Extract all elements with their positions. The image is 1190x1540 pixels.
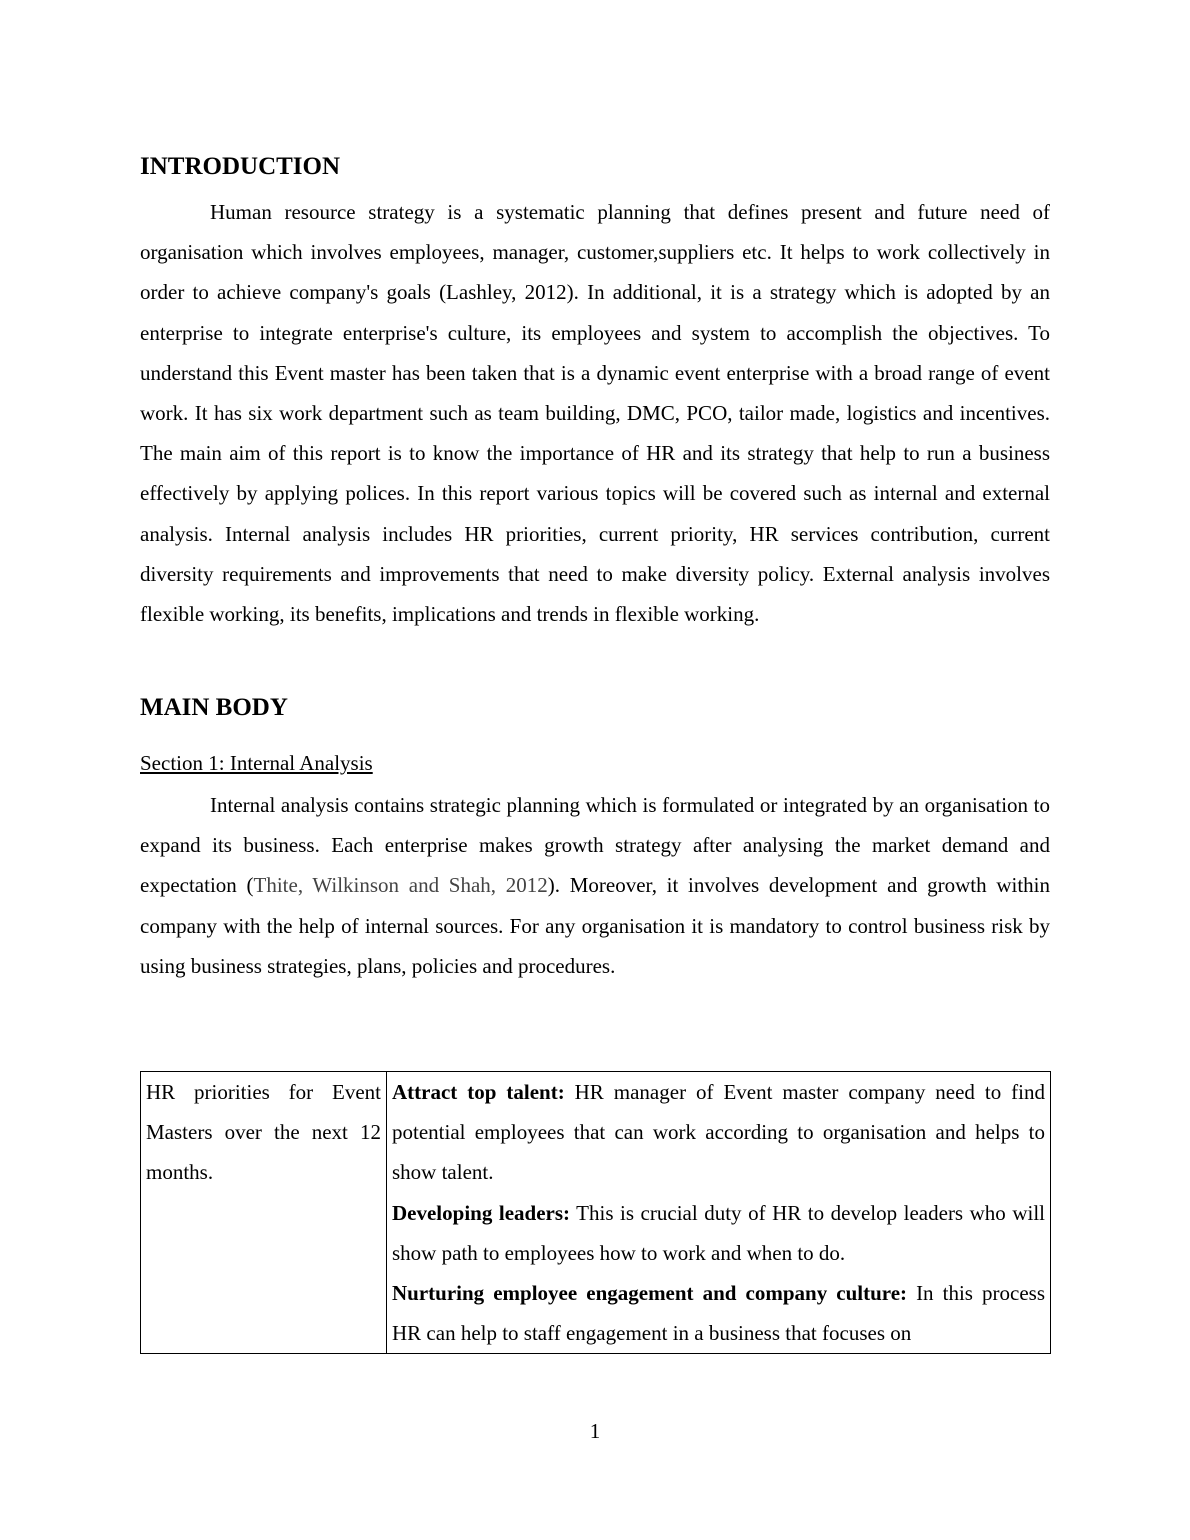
internal-analysis-text-a: Internal analysis contains strategic planning which is formulated or integrated by an organisation to expand its business. Each enterprise makes growth strategy after analysing the market demand and expectation ( <box>140 793 1050 898</box>
priority-item-developing-leaders <box>392 1193 1045 1273</box>
priority-item-title: Attract top talent: <box>392 1080 565 1104</box>
priority-item-employee-engagement <box>392 1273 1045 1353</box>
table-row <box>141 1072 1051 1354</box>
priority-item-title: Developing leaders: <box>392 1200 571 1225</box>
internal-analysis-text-b: ). Moreover, it involves development and growth within company with the help of internal sources. For any organisation it is mandatory to control business risk by using business strategies, plans, policies and procedures. <box>140 873 1051 978</box>
hr-priorities-detail-cell <box>387 1072 1051 1354</box>
main-body-heading: MAIN BODY <box>140 694 288 721</box>
hr-priorities-table <box>140 1071 1051 1354</box>
priority-item-text: HR manager of Event master company need to find potential employees that can work according to organisation and helps to show talent. <box>392 1080 1045 1185</box>
introduction-paragraph: Human resource strategy is a systematic planning that defines present and future need of organisation which involves employees, manager, customer,suppliers etc. It helps to work collectively in order to achieve company's goals (Lashley, 2012). In additional, it is a strategy which is adopted by an enterprise to integrate enterprise's culture, its employees and system to accomplish the objectives. To understand this Event master has been taken that is a dynamic event enterprise with a broad range of event work. It has six work department such as team building, DMC, PCO, tailor made, logistics and incentives. The main aim of this report is to know the importance of HR and its strategy that help to run a business effectively by applying polices. In this report various topics will be covered such as internal and external analysis. Internal analysis includes HR priorities, current priority, HR services contribution, current diversity requirements and improvements that need to make diversity policy. External analysis involves flexible working, its benefits, implications and trends in flexible working. <box>140 200 1050 627</box>
page-number: 1 <box>589 1419 601 1443</box>
section-1-title: Section 1: Internal Analysis <box>140 751 373 775</box>
priority-item-title: Nurturing employee engagement and company culture: <box>392 1281 908 1306</box>
priority-item-text: This is crucial duty of HR to develop leaders who will show path to employees how to work and when to do. <box>392 1200 1045 1265</box>
internal-analysis-paragraph <box>140 785 1050 986</box>
priority-item-attract-talent <box>392 1072 1045 1193</box>
internal-analysis-citation: Thite, Wilkinson and Shah, 2012 <box>253 873 548 898</box>
hr-priorities-label-cell: HR priorities for Event Masters over the next 12 months. <box>141 1072 387 1354</box>
priority-item-text: In this process HR can help to staff engagement in a business that focuses on <box>392 1281 1045 1346</box>
introduction-heading: INTRODUCTION <box>140 153 341 180</box>
